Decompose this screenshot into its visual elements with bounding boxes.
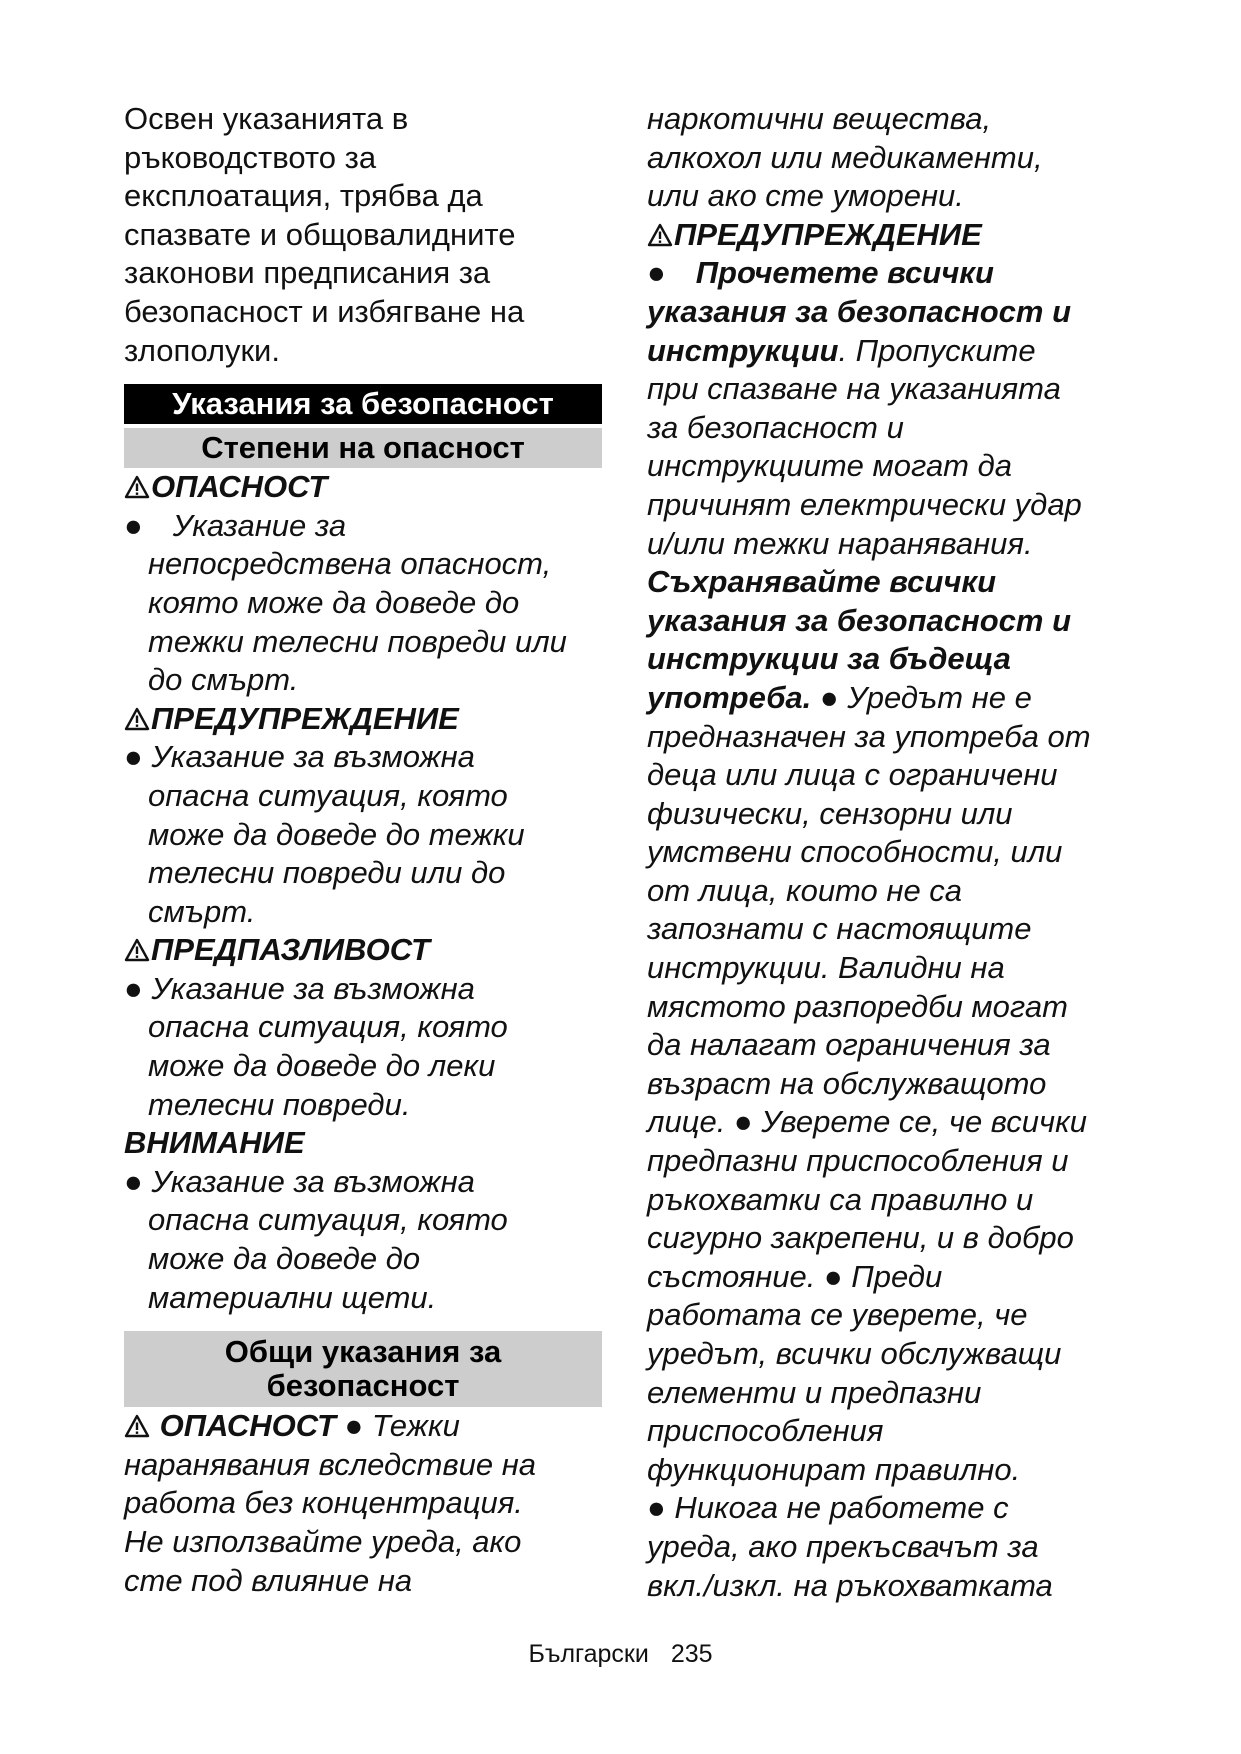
caution-line: телесни повреди.: [148, 1086, 411, 1122]
danger-line: тежки телесни повреди или: [148, 623, 567, 659]
keep-instructions-line: инструкции за бъдеща: [647, 641, 1011, 677]
intro-line: Освен указанията в: [124, 101, 409, 136]
danger-line: която може да доведе до: [148, 584, 520, 620]
body-line: да налагат ограничения за: [647, 1027, 1051, 1063]
right-column: [647, 100, 1125, 1605]
read-instructions-line: инструкции. Пропуските: [647, 332, 1036, 368]
body-line: функционират правилно.: [647, 1451, 1021, 1487]
body-line: уредът, всички обслужващи: [647, 1336, 1062, 1371]
warning-triangle-icon: [124, 1414, 150, 1438]
body-line: състояние. ● Преди: [647, 1258, 943, 1294]
intro-line: експлоатация, трябва да: [124, 178, 483, 214]
notice-line: материални щети.: [148, 1279, 437, 1315]
general-line: сте под влияние на: [124, 1562, 413, 1598]
general-line: наранявания вследствие на: [124, 1446, 537, 1482]
danger-first-line: ● Указание за: [124, 507, 347, 543]
page-footer: [0, 1640, 1241, 1669]
body-line: от лица, които не са: [647, 872, 963, 908]
notice-first-line: ● Указание за възможна: [124, 1163, 475, 1199]
warning-triangle-icon: [124, 707, 150, 731]
section-title: Указания за безопасност: [124, 384, 602, 424]
caution-first-line: ● Указание за възможна: [124, 970, 475, 1006]
intro-line: злополуки.: [124, 332, 280, 368]
warning-line: телесни повреди или до: [148, 855, 506, 891]
danger-line: непосредствена опасност,: [148, 546, 552, 582]
caution-line: опасна ситуация, която: [148, 1009, 508, 1045]
continued-line: алкохол или медикаменти,: [647, 139, 1043, 175]
body-line: мястото разпоредби могат: [647, 988, 1068, 1024]
body-line: ръкохватки са правилно и: [647, 1181, 1034, 1217]
intro-line: ръководството за: [124, 139, 377, 175]
warning-triangle-icon: [124, 938, 150, 962]
danger-heading: ОПАСНОСТ: [124, 468, 602, 507]
subsection-title: Степени на опасност: [124, 428, 602, 468]
body-line: предназначен за употреба от: [647, 718, 1091, 754]
warning-heading: ПРЕДУПРЕЖДЕНИЕ: [124, 700, 602, 739]
general-line: работа без концентрация.: [124, 1485, 523, 1521]
body-line: физически, сензорни или: [647, 795, 1013, 831]
body-line: предпазни приспособления и: [647, 1143, 1069, 1179]
body-line: инструкции. Валидни на: [647, 950, 1005, 986]
intro-line: законови предписания за: [124, 255, 491, 291]
general-line: Не използвайте уреда, ако: [124, 1524, 522, 1559]
read-line: за безопасност и: [647, 409, 904, 445]
read-line: причинят електрически удар: [647, 486, 1082, 522]
read-line: и/или тежки наранявания.: [647, 525, 1033, 561]
continued-line: наркотични вещества,: [647, 101, 992, 136]
danger-line: до смърт.: [148, 662, 299, 698]
body-line: умствени способности, или: [647, 834, 1063, 870]
general-safety-title: Общи указания за безопасност: [124, 1331, 602, 1407]
left-column: [124, 100, 602, 1600]
warning-line: опасна ситуация, която: [148, 777, 508, 813]
notice-heading: ВНИМАНИЕ: [124, 1125, 305, 1161]
read-line: инструкциите могат да: [647, 448, 1012, 484]
body-line: ● Никога не работете с: [647, 1490, 1009, 1526]
caution-heading: ПРЕДПАЗЛИВОСТ: [124, 931, 602, 970]
body-line: вкл./изкл. на ръкохватката: [647, 1567, 1053, 1603]
intro-paragraph: [124, 100, 602, 370]
intro-line: безопасност и избягване на: [124, 293, 525, 329]
body-line: възраст на обслужващото: [647, 1065, 1047, 1101]
warning-line: смърт.: [148, 893, 256, 929]
keep-instructions-line: употреба. ● Уредът не е: [647, 679, 1032, 715]
notice-line: опасна ситуация, която: [148, 1202, 508, 1238]
read-line: при спазване на указанията: [647, 371, 1061, 407]
body-line: сигурно закрепени, и в добро: [647, 1220, 1074, 1256]
read-instructions-line: указания за безопасност и: [647, 293, 1072, 329]
warning-triangle-icon: [647, 223, 673, 247]
warning-heading-right: ПРЕДУПРЕЖДЕНИЕ: [647, 216, 1125, 255]
notice-line: може да доведе до: [148, 1241, 421, 1277]
warning-first-line: ● Указание за възможна: [124, 739, 475, 775]
continued-line: или ако сте уморени.: [647, 178, 964, 214]
intro-line: спазвате и общовалидните: [124, 216, 516, 252]
body-line: деца или лица с ограничени: [647, 757, 1058, 793]
caution-line: може да доведе до леки: [148, 1048, 496, 1084]
warning-triangle-icon: [124, 475, 150, 499]
body-line: запознати с настоящите: [647, 911, 1032, 947]
body-line: елементи и предпазни: [647, 1374, 982, 1410]
body-line: работата се уверете, че: [647, 1297, 1028, 1333]
body-line: уреда, ако прекъсвачът за: [647, 1528, 1039, 1564]
keep-instructions-line: Съхранявайте всички: [647, 564, 997, 600]
body-line: лице. ● Уверете се, че всички: [647, 1104, 1087, 1140]
general-danger-first-line: ОПАСНОСТ ● Тежки: [124, 1407, 602, 1446]
keep-instructions-line: указания за безопасност и: [647, 602, 1072, 638]
warning-line: може да доведе до тежки: [148, 816, 525, 852]
read-instructions-line: ● Прочетете всички: [647, 255, 994, 291]
page-number: 235: [670, 1640, 713, 1668]
footer-language: Български: [528, 1640, 649, 1668]
body-line: приспособления: [647, 1413, 884, 1449]
